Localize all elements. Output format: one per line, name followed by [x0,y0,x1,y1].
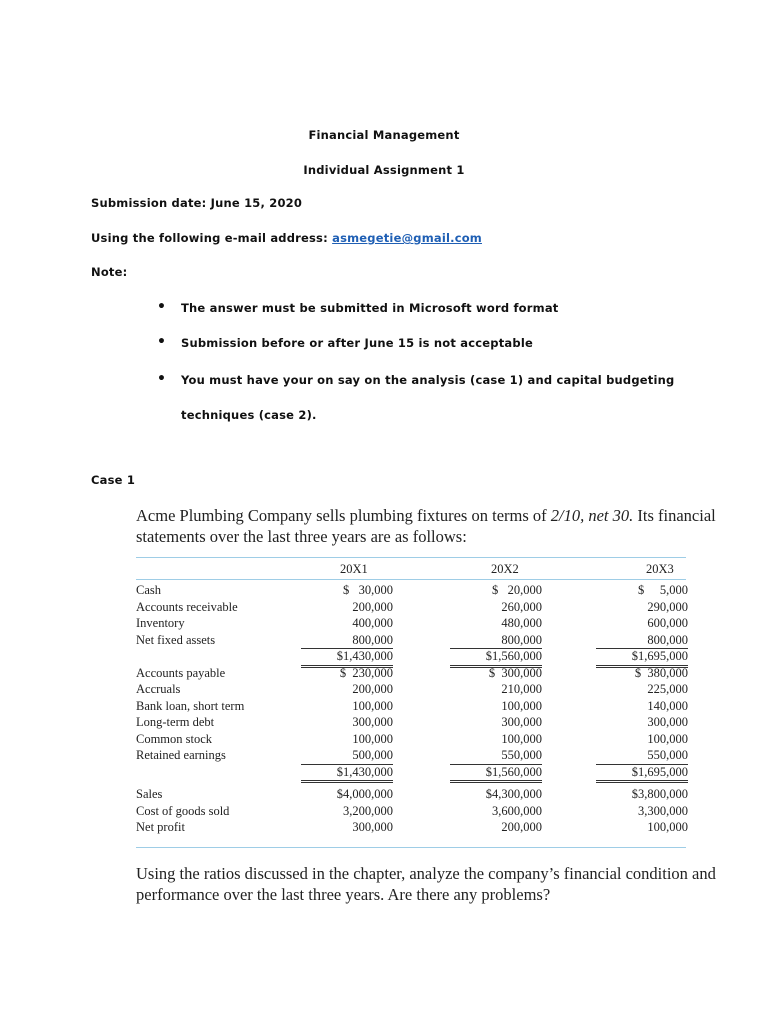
table-row [136,786,688,803]
question-line1: Using the ratios discussed in the chapter, analyze the company’s financial condition and [136,864,716,883]
cell: $ 380,000 [634,665,688,680]
cell: 200,000 [501,820,542,834]
cell: 300,000 [501,715,542,729]
table-row [136,803,688,820]
note-label: Note: [91,265,128,279]
year-header: 20X1 [340,562,368,576]
row-label: Cost of goods sold [136,803,230,818]
total-cell: $1,430,000 [301,764,393,784]
cell: 100,000 [352,731,393,746]
cell: $4,000,000 [336,787,393,801]
cell: 100,000 [647,820,688,834]
total-cell: $1,430,000 [301,648,393,668]
row-label: Long-term debt [136,715,215,729]
cell: 140,000 [647,698,688,713]
cell: 200,000 [352,599,393,614]
table-row [136,731,688,748]
cell: 800,000 [301,632,393,650]
intro-text-end: Its financial [633,506,716,525]
cell: 100,000 [501,731,542,746]
email-link[interactable]: asmegetie@gmail.com [332,231,482,245]
cell: 300,000 [352,820,393,834]
cell: 200,000 [352,682,393,696]
note-item-continued: techniques (case 2). [181,408,317,422]
total-cell: $1,695,000 [596,648,688,668]
table-row [136,582,688,599]
cell: 800,000 [596,632,688,650]
row-label: Net fixed assets [136,632,216,647]
cell: 210,000 [501,682,542,696]
year-header: 20X2 [491,562,519,576]
table-top-rule [136,557,686,558]
bullet-icon: • [157,371,166,387]
cell: $ 20,000 [492,583,542,597]
cell: 500,000 [301,747,393,765]
financial-table [136,582,688,836]
cell: 800,000 [450,632,542,650]
cell: 225,000 [647,682,688,696]
table-row [136,665,688,682]
note-item: Submission before or after June 15 is not acceptable [181,336,533,350]
row-label: Inventory [136,616,185,630]
submission-date: Submission date: June 15, 2020 [91,196,303,210]
assignment-title: Individual Assignment 1 [303,163,465,177]
table-row [136,599,688,616]
table-row [136,632,688,649]
cell: 550,000 [596,747,688,765]
cell: 3,200,000 [343,803,393,818]
row-label: Common stock [136,731,213,746]
row-label: Accounts payable [136,665,226,680]
row-label: Cash [136,583,161,597]
cell: 290,000 [647,599,688,614]
course-title: Financial Management [308,128,460,142]
cell: 400,000 [352,616,393,630]
cell: 260,000 [501,599,542,614]
cell: 480,000 [501,616,542,630]
row-label: Accounts receivable [136,599,238,614]
year-header: 20X3 [646,562,674,576]
total-cell: $1,560,000 [450,764,542,784]
cell: 100,000 [501,698,542,713]
intro-terms: 2/10, net 30. [550,506,634,525]
cell: 100,000 [647,731,688,746]
cell: 3,300,000 [638,803,688,818]
table-row [136,681,688,698]
bullet-icon: • [157,299,166,315]
row-label: Accruals [136,682,181,696]
note-item: You must have your on say on the analysis (case 1) and capital budgeting [181,373,675,387]
table-row [136,698,688,715]
email-line [91,231,482,245]
row-label: Bank loan, short term [136,698,245,713]
total-row [136,648,688,665]
question-line2: performance over the last three years. Are there any problems? [136,885,551,904]
table-bottom-rule [136,847,686,848]
case-label: Case 1 [91,473,136,487]
cell: $ 30,000 [343,583,393,597]
table-header-rule [136,579,686,580]
row-label: Net profit [136,820,185,834]
cell: 600,000 [647,616,688,630]
cell: 100,000 [352,698,393,713]
total-cell: $1,560,000 [450,648,542,668]
table-row [136,714,688,731]
cell: $ 5,000 [638,583,688,597]
table-row [136,615,688,632]
note-item: The answer must be submitted in Microsoft word format [181,301,559,315]
cell: $4,300,000 [485,787,542,801]
bullet-icon: • [157,334,166,350]
total-row [136,764,688,781]
total-cell: $1,695,000 [596,764,688,784]
email-prefix: Using the following e-mail address: [91,231,333,245]
case-intro-line1 [136,505,716,526]
cell: $3,800,000 [631,787,688,801]
case-intro-line2: statements over the last three years are as follows: [136,527,467,546]
row-label: Sales [136,787,163,801]
cell: 3,600,000 [492,803,542,818]
table-row [136,819,688,836]
row-label: Retained earnings [136,748,226,762]
cell: $ 230,000 [339,665,393,680]
intro-text: Acme Plumbing Company sells plumbing fixtures on terms of [136,506,551,525]
cell: $ 300,000 [488,665,542,680]
cell: 300,000 [647,715,688,729]
cell: 550,000 [450,747,542,765]
table-row [136,747,688,764]
cell: 300,000 [352,715,393,729]
